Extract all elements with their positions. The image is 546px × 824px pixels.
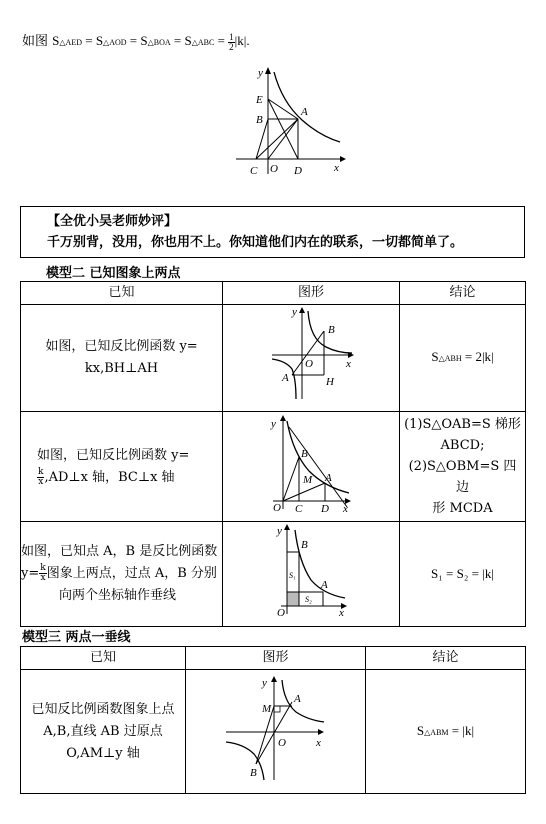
m2r2-label-b: B bbox=[301, 447, 308, 460]
m3-label-x: x bbox=[315, 736, 321, 749]
model2-row3-fraction: $\frac{k}{x}$ bbox=[40, 563, 46, 583]
intro-formula bbox=[22, 30, 250, 52]
model3-header-known: 已知 bbox=[21, 647, 186, 670]
m2r1-label-b: B bbox=[328, 324, 335, 336]
comment-body: 千万别背，没用，你也用不上。你知道他们内在的联系，一切都简单了。 bbox=[47, 235, 464, 250]
fig1-label-c: C bbox=[250, 165, 258, 177]
fig1-label-e: E bbox=[256, 94, 263, 106]
m2r2-label-x: x bbox=[343, 502, 348, 513]
comment-title: 【全优小吴老师妙评】 bbox=[47, 214, 178, 229]
m3-label-b: B bbox=[249, 766, 257, 779]
model2-row2-conclusion: (1)S△OAB=S 梯形 ABCD; (2)S△OBM=S 四边 形 MCDA bbox=[400, 412, 526, 522]
fig1-label-b: B bbox=[256, 114, 263, 126]
fig1-label-d: D bbox=[294, 165, 302, 177]
m2r3-label-a: A bbox=[321, 579, 328, 591]
m2r1-label-o: O bbox=[305, 358, 313, 370]
m2r1-label-h: H bbox=[326, 376, 334, 388]
fig1-label-a: A bbox=[301, 106, 308, 118]
fig1-label-o: O bbox=[270, 163, 278, 175]
model2-row3-conclusion: S₁ = S₂ = |k| bbox=[400, 522, 526, 627]
model2-row2-figure bbox=[223, 412, 400, 522]
m2r2-label-o: O bbox=[273, 501, 281, 513]
model3-heading: 模型三 两点一垂线 bbox=[22, 630, 131, 645]
model2-row3-diagram bbox=[273, 522, 349, 618]
model2-table bbox=[20, 281, 526, 627]
model3-header-figure: 图形 bbox=[186, 647, 366, 670]
model2-heading: 模型二 已知图象上两点 bbox=[46, 266, 181, 281]
m2r2-label-m: M bbox=[303, 473, 313, 486]
m2r1-label-a: A bbox=[282, 372, 289, 384]
model2-header-figure: 图形 bbox=[223, 282, 400, 305]
intro-formula-text: S△AED = S△AOD = S△BOA = S△ABC = $\frac{1}{2}$ |k|. bbox=[52, 31, 250, 52]
model2-row3-figure bbox=[223, 522, 400, 627]
m3-label-o: O bbox=[277, 736, 286, 749]
intro-fraction: $\frac{1}{2}$ bbox=[229, 31, 234, 52]
m2r3-label-b: B bbox=[301, 539, 308, 551]
m2r3-label-y: y bbox=[277, 525, 282, 537]
m2r2-label-y: y bbox=[271, 417, 276, 430]
fig1-label-y: y bbox=[258, 67, 263, 79]
m3-label-a: A bbox=[293, 692, 301, 705]
m3-label-y: y bbox=[261, 676, 267, 689]
model2-row1-conclusion: S△ABH = 2|k| bbox=[400, 305, 526, 412]
model2-header-known: 已知 bbox=[21, 282, 223, 305]
m2r2-label-a: A bbox=[325, 471, 332, 484]
model2-row2-fraction: $\frac{k}{x}$ bbox=[38, 466, 44, 487]
figure-1-diagram bbox=[230, 62, 350, 180]
fig1-label-x: x bbox=[334, 162, 339, 174]
m2r3-label-s1: S₁ bbox=[289, 571, 296, 580]
m2r3-label-x: x bbox=[339, 607, 344, 618]
model3-row-known: 已知反比例函数图象上点 A,B,直线 AB 过原点 O,AM⊥y 轴 bbox=[21, 670, 186, 794]
model3-row-conclusion: S△ABM = |k| bbox=[366, 670, 526, 794]
m2r3-label-o: O bbox=[277, 607, 285, 618]
m3-label-m: M bbox=[261, 702, 271, 715]
model3-row-diagram bbox=[216, 672, 336, 784]
intro-prefix: 如图 bbox=[22, 34, 49, 49]
model2-row1-diagram bbox=[266, 305, 356, 403]
m2r3-label-s2: S₂ bbox=[305, 595, 312, 604]
model2-row3-known: 如图，已知点 A，B 是反比例函数 y= $\frac{k}{x}$ 图象上两点，过点 A，B 分别 向两个坐标轴作垂线 bbox=[21, 522, 223, 627]
m2r2-label-c: C bbox=[295, 502, 303, 513]
m2r1-label-x: x bbox=[346, 358, 351, 370]
model2-row2-known: 如图，已知反比例函数 y= $\frac{k}{x}$ ,AD⊥x 轴，BC⊥x 轴 bbox=[21, 412, 223, 522]
model2-row1-figure bbox=[223, 305, 400, 412]
model2-row1-known: 如图，已知反比例函数 y= kx,BH⊥AH bbox=[21, 305, 223, 412]
m2r2-label-d: D bbox=[321, 502, 329, 513]
model3-table bbox=[20, 646, 526, 794]
model3-header-conclusion: 结论 bbox=[366, 647, 526, 670]
model2-header-conclusion: 结论 bbox=[400, 282, 526, 305]
m2r1-label-y: y bbox=[292, 306, 297, 318]
comment-box bbox=[20, 206, 525, 258]
model2-row2-diagram bbox=[269, 413, 353, 513]
model3-row-figure bbox=[186, 670, 366, 794]
